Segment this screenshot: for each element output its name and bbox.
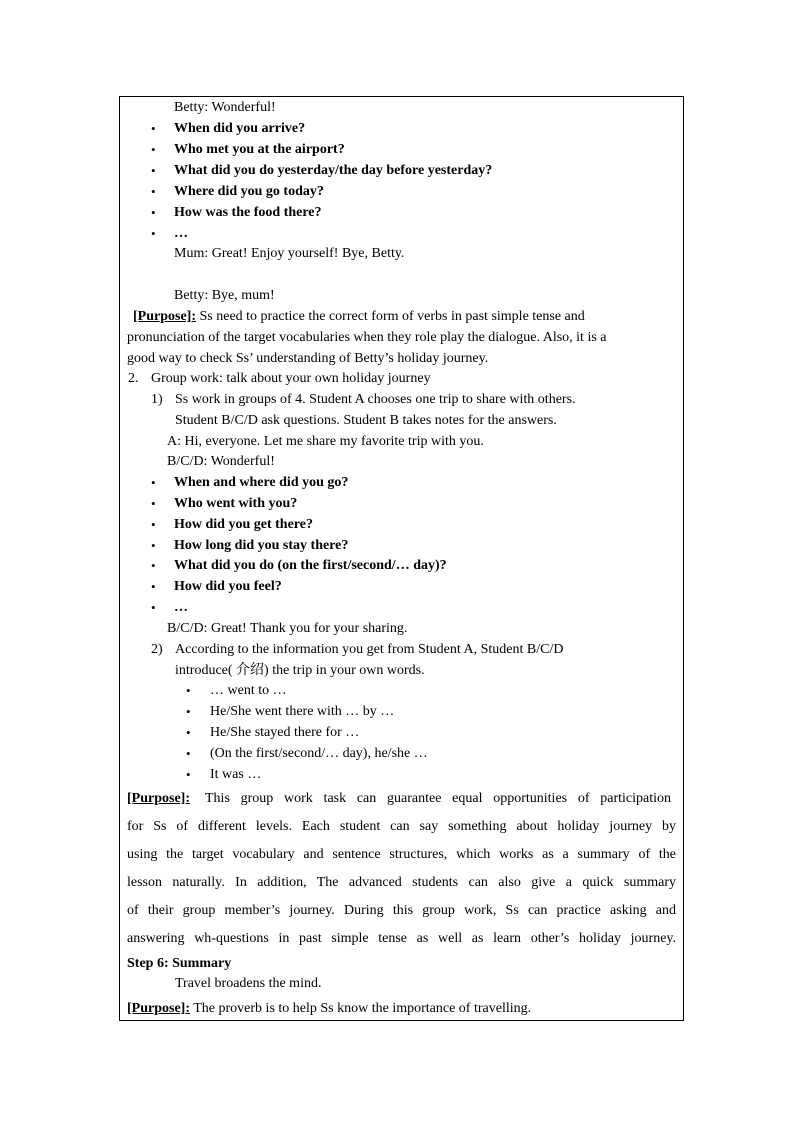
purpose-label: [Purpose]: [133,309,196,324]
purpose-paragraph-1 [127,308,585,326]
question-item: … [174,226,188,241]
dialogue-line-bcd: B/C/D: Wonderful! [167,454,275,469]
bullet-icon: • [151,496,156,511]
bullet-icon: • [186,683,191,698]
dialogue-line-a: A: Hi, everyone. Let me share my favorite trip with you. [167,434,484,449]
purpose-text: answering wh-questions in past simple tense as well as learn other’s holiday journey. [127,931,676,946]
bullet-icon: • [151,226,156,241]
question-item: When did you arrive? [174,121,306,136]
purpose-text: This group work task can guarantee equal opportunities of participation [205,791,671,806]
bullet-icon: • [151,475,156,490]
question-item: Who met you at the airport? [174,142,345,157]
bullet-icon: • [151,184,156,199]
sentence-pattern: … went to … [210,683,287,698]
step6-heading: Step 6: Summary [127,956,232,971]
question-item: … [174,600,188,615]
sentence-pattern: He/She stayed there for … [210,725,360,740]
betty-wonderful-line: Betty: Wonderful! [174,100,276,115]
purpose-text: lesson naturally. In addition, The advanced students can also give a quick summary [127,875,676,890]
sentence-pattern: He/She went there with … by … [210,704,395,719]
question-item: When and where did you go? [174,475,349,490]
item-number: 2) [151,642,163,657]
bullet-icon: • [151,205,156,220]
instruction-text: Ss work in groups of 4. Student A chooses one trip to share with others. [175,392,576,407]
betty-bye-line: Betty: Bye, mum! [174,288,275,303]
question-item: How long did you stay there? [174,538,349,553]
item-number: 1) [151,392,163,407]
bullet-icon: • [186,767,191,782]
bullet-icon: • [151,121,156,136]
bullet-icon: • [186,725,191,740]
instruction-text: Student B/C/D ask questions. Student B takes notes for the answers. [175,413,557,428]
purpose-paragraph-2 [127,790,190,808]
bullet-icon: • [151,538,156,553]
section-number: 2. [128,371,139,386]
question-item: What did you do (on the first/second/… day)? [174,558,447,573]
bullet-icon: • [151,142,156,157]
group-work-heading: Group work: talk about your own holiday journey [151,371,431,386]
purpose-text: pronunciation of the target vocabularies when they role play the dialogue. Also, it is a [127,330,607,345]
question-item: What did you do yesterday/the day before yesterday? [174,163,493,178]
instruction-text: According to the information you get from Student A, Student B/C/D [175,642,564,657]
bullet-icon: • [151,579,156,594]
purpose-text: good way to check Ss’ understanding of Betty’s holiday journey. [127,351,489,366]
purpose-label: [Purpose]: [127,1001,190,1016]
bullet-icon: • [151,558,156,573]
question-item: How was the food there? [174,205,322,220]
bullet-icon: • [151,163,156,178]
purpose-label: [Purpose]: [127,791,190,806]
question-item: Where did you go today? [174,184,324,199]
purpose-text: Ss need to practice the correct form of verbs in past simple tense and [199,309,585,324]
instruction-text: introduce( 介绍) the trip in your own words. [175,663,425,678]
purpose-text: of their group member’s journey. During this group work, Ss can practice asking and [127,903,676,918]
proverb-text: Travel broadens the mind. [175,976,322,991]
question-item: Who went with you? [174,496,298,511]
sentence-pattern: It was … [210,767,262,782]
question-item: How did you get there? [174,517,313,532]
bullet-icon: • [151,600,156,615]
purpose-text: The proverb is to help Ss know the importance of travelling. [193,1001,532,1016]
purpose-text: for Ss of different levels. Each student can say something about holiday journey by [127,819,676,834]
dialogue-line-bcd-thanks: B/C/D: Great! Thank you for your sharing. [167,621,408,636]
question-item: How did you feel? [174,579,282,594]
bullet-icon: • [151,517,156,532]
bullet-icon: • [186,746,191,761]
purpose-paragraph-3 [127,1000,531,1018]
bullet-icon: • [186,704,191,719]
purpose-text: using the target vocabulary and sentence structures, which works as a summary of the [127,847,676,862]
mum-line: Mum: Great! Enjoy yourself! Bye, Betty. [174,246,405,261]
sentence-pattern: (On the first/second/… day), he/she … [210,746,428,761]
